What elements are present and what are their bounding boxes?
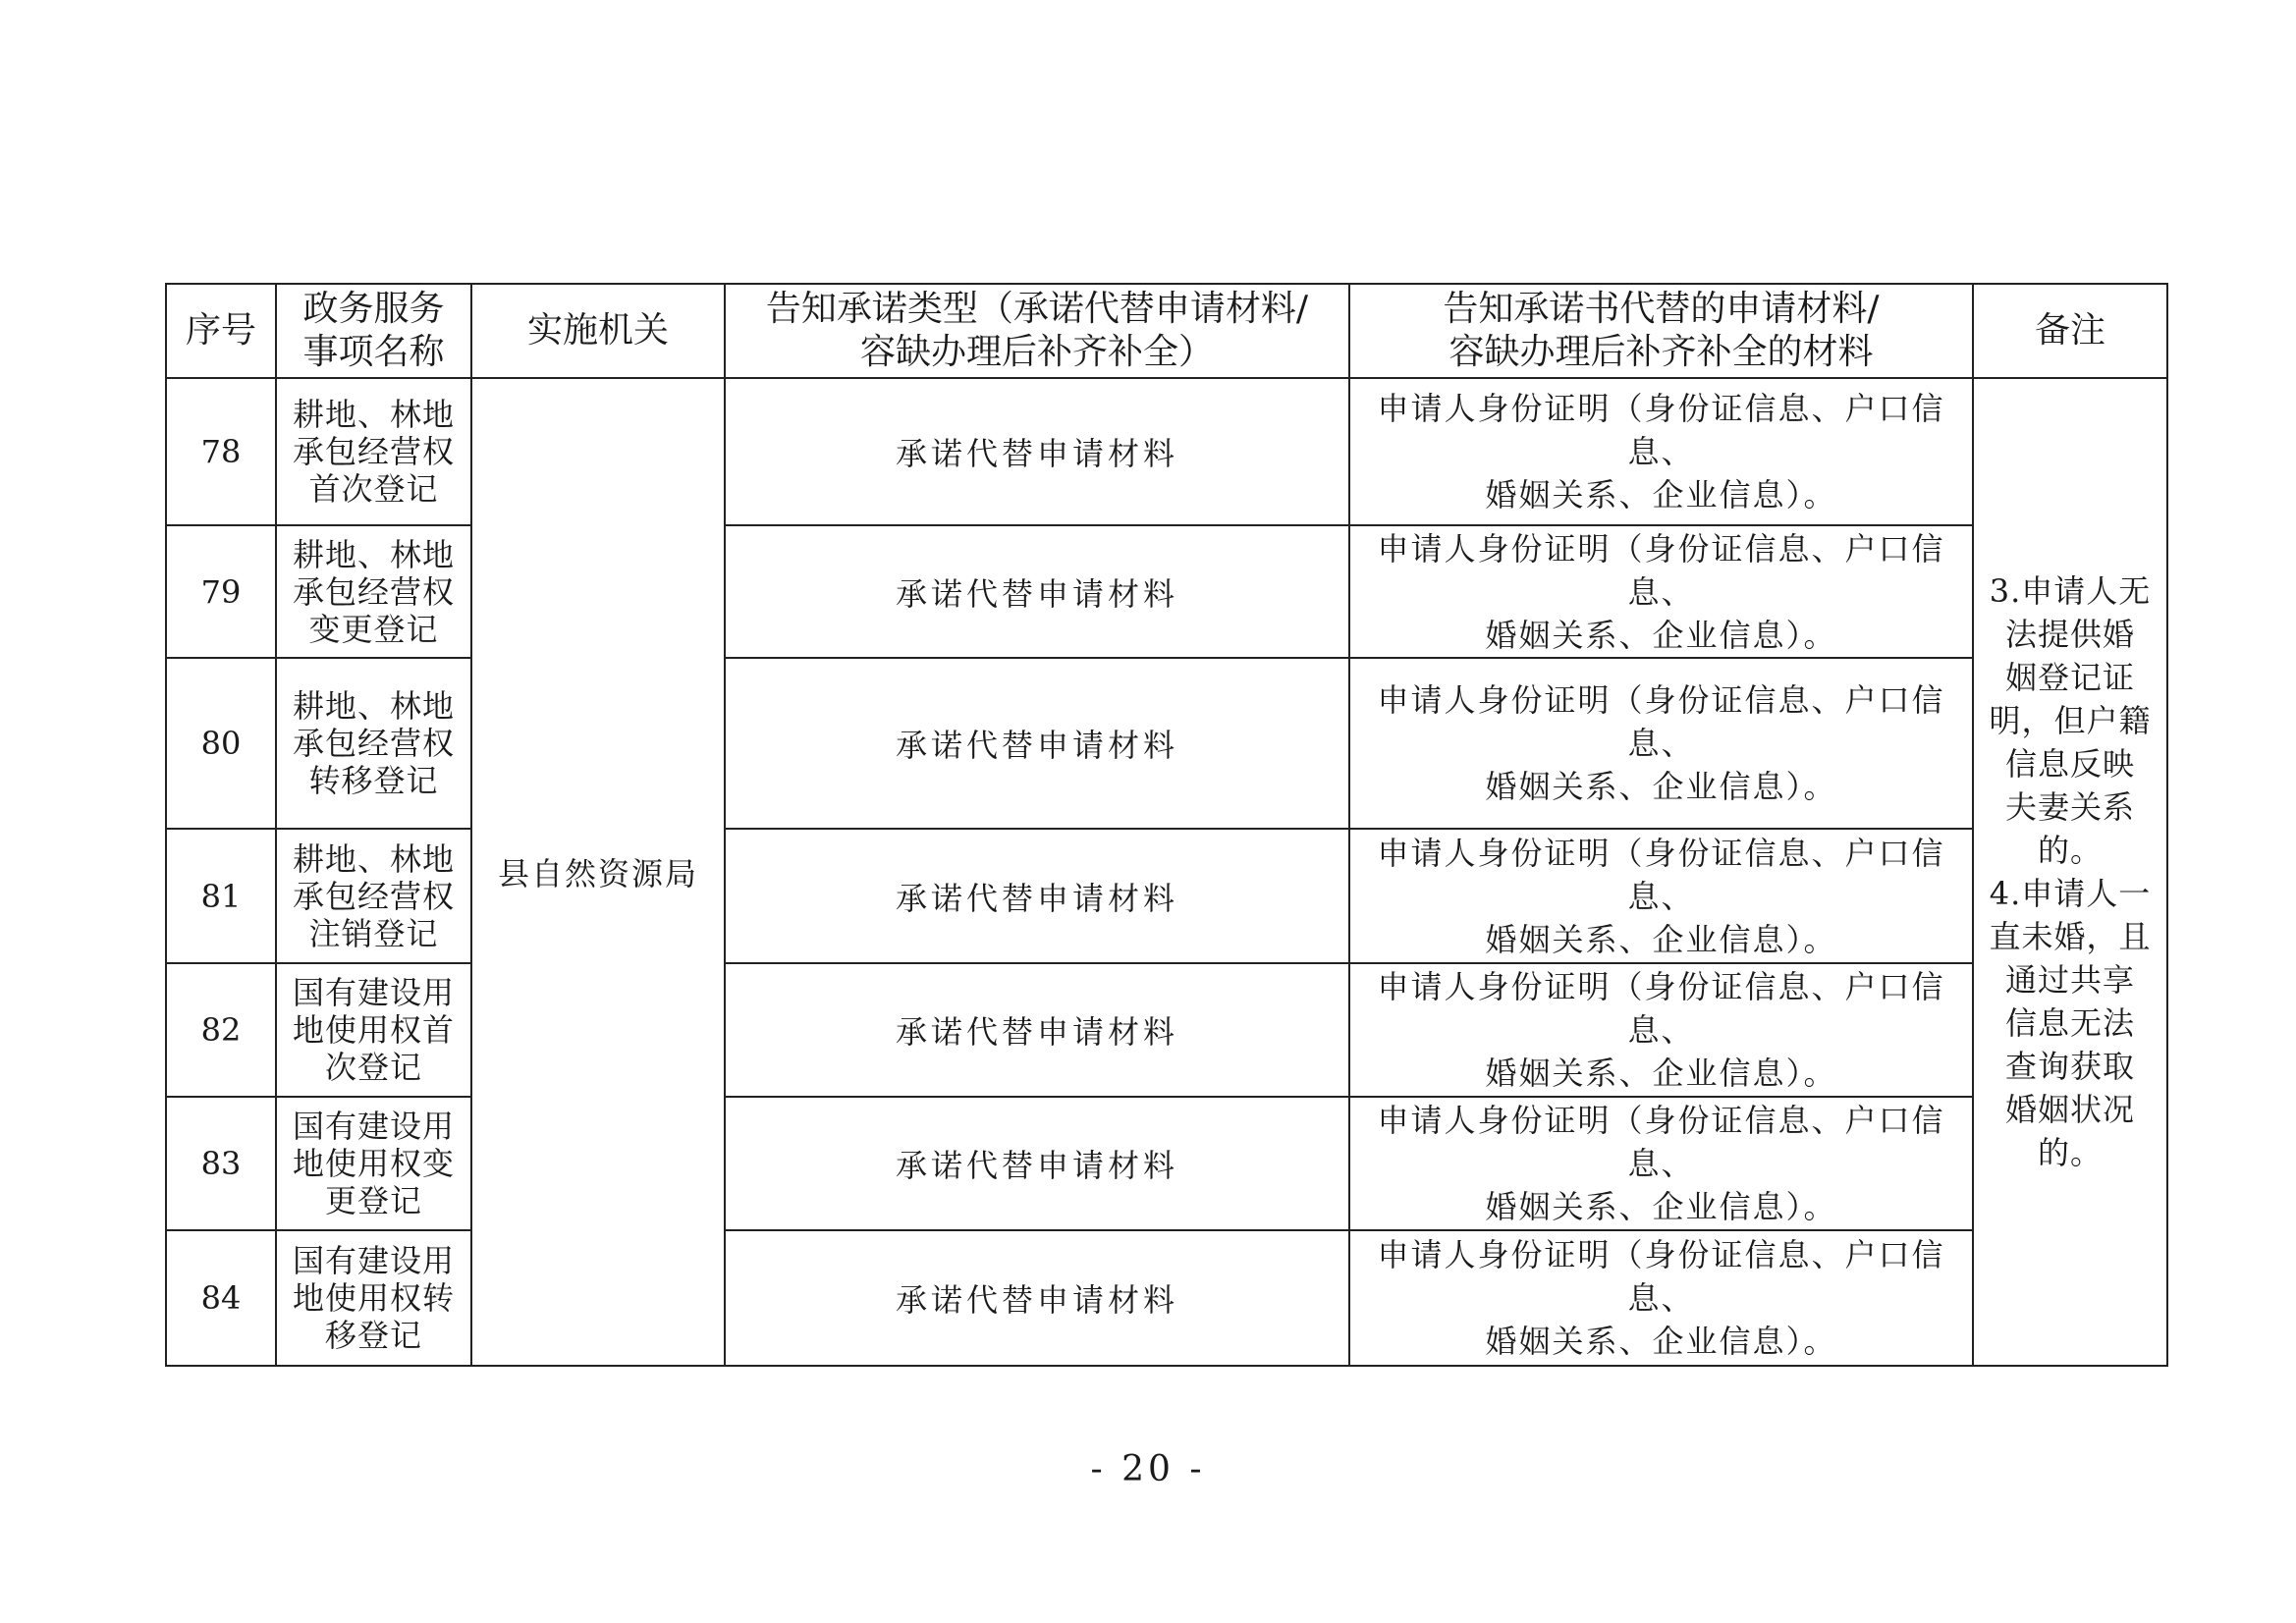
agency-cell: 县自然资源局 [471, 378, 725, 1366]
row-materials: 申请人身份证明（身份证信息、户口信息、 婚姻关系、企业信息）。 [1349, 963, 1973, 1097]
row-item-name: 耕地、林地 承包经营权 注销登记 [276, 829, 471, 963]
row-item-name: 国有建设用 地使用权首 次登记 [276, 963, 471, 1097]
table-row [166, 525, 2167, 658]
table-row [166, 378, 2167, 525]
row-seq: 78 [166, 378, 276, 525]
row-item-name: 国有建设用 地使用权变 更登记 [276, 1097, 471, 1230]
table-row [166, 1097, 2167, 1230]
commitment-table [165, 283, 2168, 1367]
row-commitment-type: 承诺代替申请材料 [725, 1230, 1349, 1366]
table-header-row [166, 284, 2167, 378]
row-item-name: 耕地、林地 承包经营权 首次登记 [276, 378, 471, 525]
row-materials: 申请人身份证明（身份证信息、户口信息、 婚姻关系、企业信息）。 [1349, 378, 1973, 525]
header-commitment-type: 告知承诺类型（承诺代替申请材料/ 容缺办理后补齐补全） [725, 284, 1349, 378]
table-row [166, 963, 2167, 1097]
table-row [166, 829, 2167, 963]
row-item-name: 耕地、林地 承包经营权 转移登记 [276, 658, 471, 829]
header-item-name: 政务服务 事项名称 [276, 284, 471, 378]
row-item-name: 耕地、林地 承包经营权 变更登记 [276, 525, 471, 658]
row-seq: 83 [166, 1097, 276, 1230]
header-note: 备注 [1973, 284, 2167, 378]
row-commitment-type: 承诺代替申请材料 [725, 378, 1349, 525]
row-commitment-type: 承诺代替申请材料 [725, 963, 1349, 1097]
row-materials: 申请人身份证明（身份证信息、户口信息、 婚姻关系、企业信息）。 [1349, 1230, 1973, 1366]
row-materials: 申请人身份证明（身份证信息、户口信息、 婚姻关系、企业信息）。 [1349, 1097, 1973, 1230]
note-cell: 3.申请人无 法提供婚 姻登记证 明，但户籍 信息反映 夫妻关系 的。 4.申请人一 直未婚，且 通过共享 信息无法 查询获取 婚姻状况 的。 [1973, 378, 2167, 1366]
row-materials: 申请人身份证明（身份证信息、户口信息、 婚姻关系、企业信息）。 [1349, 829, 1973, 963]
header-materials: 告知承诺书代替的申请材料/ 容缺办理后补齐补全的材料 [1349, 284, 1973, 378]
row-item-name: 国有建设用 地使用权转 移登记 [276, 1230, 471, 1366]
row-commitment-type: 承诺代替申请材料 [725, 525, 1349, 658]
header-agency: 实施机关 [471, 284, 725, 378]
row-seq: 80 [166, 658, 276, 829]
row-seq: 82 [166, 963, 276, 1097]
row-commitment-type: 承诺代替申请材料 [725, 1097, 1349, 1230]
row-materials: 申请人身份证明（身份证信息、户口信息、 婚姻关系、企业信息）。 [1349, 525, 1973, 658]
row-seq: 81 [166, 829, 276, 963]
row-commitment-type: 承诺代替申请材料 [725, 829, 1349, 963]
table-row [166, 1230, 2167, 1366]
table-row [166, 658, 2167, 829]
row-seq: 79 [166, 525, 276, 658]
page-number: - 20 - [1090, 1449, 1206, 1489]
header-seq: 序号 [166, 284, 276, 378]
row-seq: 84 [166, 1230, 276, 1366]
row-materials: 申请人身份证明（身份证信息、户口信息、 婚姻关系、企业信息）。 [1349, 658, 1973, 829]
row-commitment-type: 承诺代替申请材料 [725, 658, 1349, 829]
